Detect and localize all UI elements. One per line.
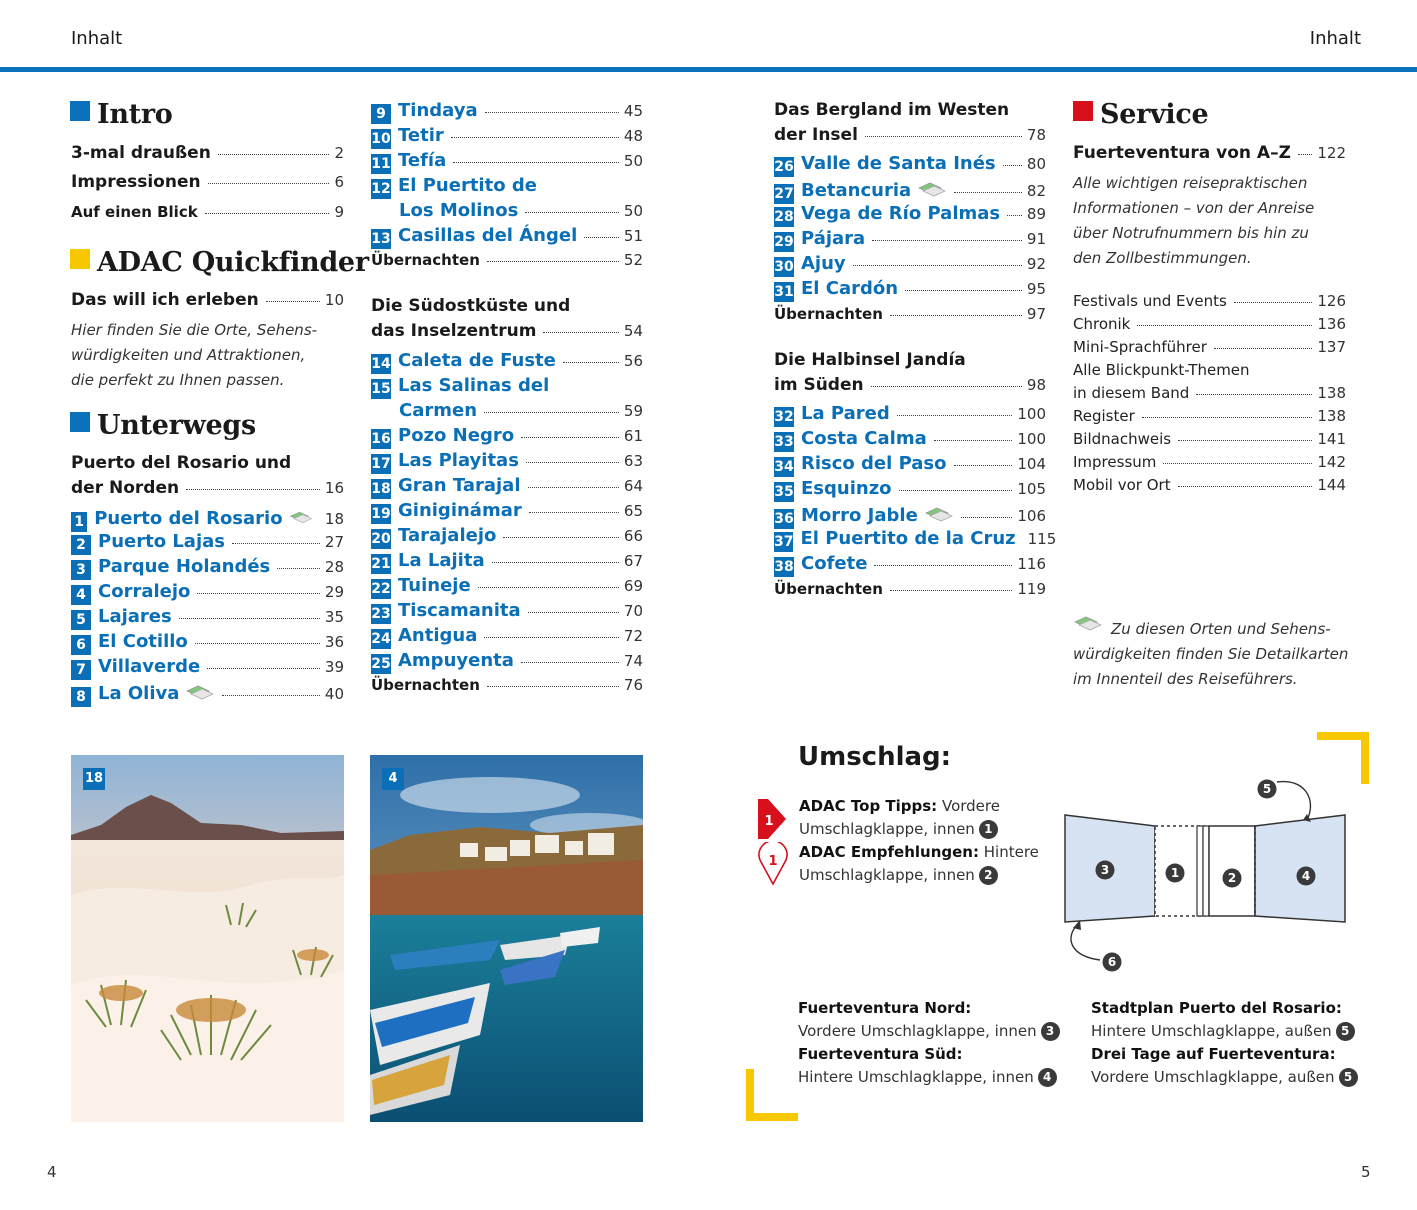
toc-entry-overnight[interactable]: Übernachten 119 <box>774 580 1046 598</box>
place-name: Pájara <box>801 228 866 249</box>
place-name: Tuineje <box>398 575 471 596</box>
page-ref: 50 <box>623 202 643 220</box>
toc-place-entry[interactable] <box>71 681 344 705</box>
svg-text:2: 2 <box>1227 871 1237 885</box>
photo-badge: 18 <box>83 768 105 790</box>
detail-map-icon <box>924 505 954 523</box>
toc-place-entry-continued[interactable] <box>399 200 643 221</box>
svg-text:6: 6 <box>1107 955 1117 969</box>
toc-place-entry[interactable] <box>774 178 1046 202</box>
page-ref: 29 <box>324 583 344 601</box>
toc-place-entry[interactable] <box>371 225 643 247</box>
toc-place-entry[interactable] <box>371 125 643 147</box>
place-name: La Pared <box>801 403 890 424</box>
service-entry[interactable]: Bildnachweis 141 <box>1073 430 1346 448</box>
red-square-icon <box>1073 101 1093 121</box>
place-number: 12 <box>371 181 391 197</box>
page-ref: 27 <box>324 533 344 551</box>
toc-place-entry[interactable] <box>371 625 643 647</box>
place-number: 20 <box>371 531 391 547</box>
section-service-title: Service <box>1073 99 1208 130</box>
place-name: Esquinzo <box>801 478 892 499</box>
place-name: Corralejo <box>98 581 191 602</box>
place-number: 28 <box>774 209 794 225</box>
toc-place-entry[interactable] <box>371 425 643 447</box>
page-number-right: 5 <box>1361 1163 1371 1181</box>
page-number-left: 4 <box>47 1163 57 1181</box>
page-ref: 70 <box>623 602 643 620</box>
quickfinder-description: Hier finden Sie die Orte, Sehens- würdigkeiten und Attraktionen, die perfekt zu Ihnen passen. <box>71 321 318 389</box>
place-name: El Puertito de la Cruz <box>800 528 1016 549</box>
cover-fold-diagram <box>1055 770 1355 980</box>
place-number: 18 <box>371 481 391 497</box>
cover-empfehlungen: ADAC Empfehlungen: Hintere Umschlagklappe, innen 2 <box>799 843 1039 884</box>
page-ref: 80 <box>1026 155 1046 173</box>
blue-square-icon <box>70 101 90 121</box>
page-ref: 61 <box>623 427 643 445</box>
detail-map-icon <box>917 180 947 198</box>
place-name: El Puertito de <box>398 175 537 196</box>
place-number: 7 <box>71 660 91 680</box>
dunes-image <box>71 755 344 1122</box>
place-number: 26 <box>774 159 794 175</box>
svg-text:4: 4 <box>1301 869 1311 883</box>
place-number: 6 <box>71 635 91 655</box>
section-quickfinder-title: ADAC Quickfinder <box>70 247 369 278</box>
toc-place-entry[interactable] <box>71 556 344 578</box>
place-name: Casillas del Ángel <box>398 225 578 246</box>
detail-map-icon <box>1073 614 1103 632</box>
toc-place-entry[interactable] <box>371 650 643 672</box>
place-name: Antigua <box>398 625 478 646</box>
place-name: Puerto del Rosario <box>94 508 283 529</box>
map-note: Zu diesen Orten und Sehens- würdigkeiten finden Sie Detailkarten im Innenteil des Reiseführers. <box>1073 616 1348 692</box>
photo-dunes <box>71 755 344 1122</box>
harbour-image <box>370 755 643 1122</box>
toc-place-entry[interactable] <box>774 278 1046 300</box>
svg-text:3: 3 <box>1100 863 1110 877</box>
toc-entry[interactable]: 3-mal draußen 2 <box>71 143 344 163</box>
place-name: Lajares <box>98 606 172 627</box>
toc-place-entry[interactable] <box>71 506 344 530</box>
place-number: 22 <box>371 581 391 597</box>
page-ref: 91 <box>1026 230 1046 248</box>
place-number: 25 <box>371 656 391 672</box>
cover-maps-left: Fuerteventura Nord: Vordere Umschlagklappe, innen 3 Fuerteventura Süd: Hintere Umschlagklappe, innen 4 <box>798 997 1060 1089</box>
service-description: Alle wichtigen reisepraktischen Informationen – von der Anreise über Notrufnummern bis hin zu den Zollbestimmungen. <box>1073 174 1315 267</box>
place-name: Villaverde <box>98 656 201 677</box>
toc-place-entry-continued[interactable] <box>399 400 643 421</box>
page-ref: 74 <box>623 652 643 670</box>
page-ref: 115 <box>1027 530 1057 548</box>
service-entry[interactable]: Impressum 142 <box>1073 453 1346 471</box>
place-name: Puerto Lajas <box>98 531 225 552</box>
yellow-square-icon <box>70 249 90 269</box>
toc-place-entry[interactable] <box>371 450 643 472</box>
place-name: El Cardón <box>801 278 899 299</box>
page-ref: 65 <box>623 502 643 520</box>
region-heading: Die Südostküste und <box>371 296 571 316</box>
toc-place-entry[interactable] <box>371 550 643 572</box>
place-number: 9 <box>371 104 391 124</box>
place-name: Morro Jable <box>801 505 918 526</box>
toc-entry[interactable]: Impressionen 6 <box>71 172 344 192</box>
place-name: Valle de Santa Inés <box>801 153 996 174</box>
toc-place-entry[interactable] <box>371 500 643 522</box>
region-heading: Die Halbinsel Jandía <box>774 350 966 370</box>
page-ref: 18 <box>324 510 344 528</box>
place-number: 27 <box>774 186 794 202</box>
place-name: Costa Calma <box>801 428 927 449</box>
photo-harbour <box>370 755 643 1122</box>
page-ref: 92 <box>1026 255 1046 273</box>
place-number: 19 <box>371 506 391 522</box>
svg-text:1: 1 <box>764 814 774 829</box>
toc-place-entry[interactable] <box>774 478 1046 500</box>
service-entry[interactable]: Chronik 136 <box>1073 315 1346 333</box>
place-name: Tiscamanita <box>398 600 521 621</box>
service-entry-label: Alle Blickpunkt-Themen <box>1073 361 1250 379</box>
place-name: Tefía <box>398 150 447 171</box>
place-number: 31 <box>774 284 794 300</box>
place-name: Parque Holandés <box>98 556 271 577</box>
place-number: 11 <box>371 156 391 172</box>
page-ref: 64 <box>623 477 643 495</box>
toc-place-entry[interactable] <box>774 428 1046 450</box>
place-number: 3 <box>71 560 91 580</box>
place-number: 2 <box>71 535 91 555</box>
place-name: Gran Tarajal <box>398 475 521 496</box>
toc-place-entry[interactable] <box>371 350 643 372</box>
toc-place-entry[interactable] <box>774 453 1046 475</box>
place-number: 1 <box>71 512 87 532</box>
header-rule <box>0 67 1417 72</box>
blue-square-icon <box>70 412 90 432</box>
toc-entry[interactable]: das Inselzentrum 54 <box>371 321 643 341</box>
page-ref: 50 <box>623 152 643 170</box>
page-ref: 89 <box>1026 205 1046 223</box>
region-heading: Das Bergland im Westen <box>774 100 1010 120</box>
toc-place-entry[interactable] <box>371 150 643 172</box>
place-number: 34 <box>774 459 794 475</box>
toc-entry[interactable]: im Süden 98 <box>774 375 1046 395</box>
place-name: Pozo Negro <box>398 425 515 446</box>
top-tipps-arrow-icon <box>754 795 790 843</box>
toc-entry[interactable]: der Norden 16 <box>71 478 344 498</box>
page-ref: 48 <box>623 127 643 145</box>
place-name: Las Salinas del <box>398 375 550 396</box>
place-name: Las Playitas <box>398 450 519 471</box>
place-name: Cofete <box>801 553 868 574</box>
place-number: 14 <box>371 356 391 372</box>
place-number: 16 <box>371 431 391 447</box>
place-number: 17 <box>371 456 391 472</box>
detail-map-icon <box>289 508 313 526</box>
place-number: 23 <box>371 606 391 622</box>
place-name: Ampuyenta <box>398 650 514 671</box>
page-ref: 51 <box>623 227 643 245</box>
empfehlungen-pin-icon <box>756 842 790 886</box>
place-number: 10 <box>371 131 391 147</box>
toc-place-entry[interactable] <box>774 228 1046 250</box>
place-number: 5 <box>71 610 91 630</box>
page-ref: 116 <box>1017 555 1046 573</box>
section-unterwegs-title: Unterwegs <box>70 410 256 441</box>
page-ref: 36 <box>324 633 344 651</box>
toc-place-entry[interactable] <box>371 525 643 547</box>
toc-entry[interactable]: der Insel 78 <box>774 125 1046 145</box>
toc-entry[interactable]: Auf einen Blick 9 <box>71 203 344 221</box>
page-ref: 106 <box>1017 507 1046 525</box>
toc-entry[interactable]: Das will ich erleben 10 <box>71 290 344 310</box>
cover-top-tipps: ADAC Top Tipps: Vordere Umschlagklappe, innen 1 <box>799 797 1000 838</box>
toc-place-entry[interactable] <box>774 153 1046 175</box>
service-entry[interactable]: Mini-Sprachführer 137 <box>1073 338 1346 356</box>
toc-place-entry[interactable] <box>774 503 1046 527</box>
place-number: 24 <box>371 631 391 647</box>
place-name: Tarajalejo <box>398 525 497 546</box>
place-number: 15 <box>371 381 391 397</box>
place-name: Carmen <box>399 400 478 421</box>
service-entry[interactable]: in diesem Band 138 <box>1073 384 1346 402</box>
toc-place-entry[interactable] <box>371 475 643 497</box>
photo-badge: 4 <box>382 768 404 790</box>
place-number: 29 <box>774 234 794 250</box>
service-entry[interactable]: Mobil vor Ort 144 <box>1073 476 1346 494</box>
page-ref: 63 <box>623 452 643 470</box>
place-name: Los Molinos <box>399 200 519 221</box>
place-number: 8 <box>71 687 91 707</box>
page-ref: 72 <box>623 627 643 645</box>
page-ref: 39 <box>324 658 344 676</box>
page-ref: 67 <box>623 552 643 570</box>
place-name: La Lajita <box>398 550 485 571</box>
toc-place-entry[interactable] <box>774 528 1057 550</box>
toc-place-entry[interactable] <box>774 203 1046 225</box>
place-number: 32 <box>774 409 794 425</box>
service-entry[interactable]: Register 138 <box>1073 407 1346 425</box>
place-name: Tindaya <box>398 100 478 121</box>
toc-place-entry[interactable] <box>774 553 1046 575</box>
toc-place-entry[interactable] <box>774 403 1046 425</box>
toc-place-entry[interactable] <box>371 600 643 622</box>
service-entry[interactable]: Festivals und Events 126 <box>1073 292 1346 310</box>
place-number: 38 <box>774 559 794 575</box>
toc-place-entry[interactable] <box>71 581 344 603</box>
place-number: 35 <box>774 484 794 500</box>
page-ref: 45 <box>623 102 643 120</box>
place-name: La Oliva <box>98 683 180 704</box>
toc-entry[interactable]: Fuerteventura von A–Z 122 <box>1073 143 1346 163</box>
page-ref: 95 <box>1026 280 1046 298</box>
toc-place-entry[interactable] <box>71 656 344 678</box>
running-header-right: Inhalt <box>1309 28 1361 49</box>
place-number: 30 <box>774 259 794 275</box>
detail-map-icon <box>185 683 215 701</box>
page-ref: 59 <box>623 402 643 420</box>
toc-place-entry[interactable] <box>371 375 643 397</box>
running-header-left: Inhalt <box>71 28 123 49</box>
toc-place-entry[interactable] <box>371 575 643 597</box>
page-ref: 28 <box>324 558 344 576</box>
toc-place-entry[interactable] <box>774 253 1046 275</box>
place-number: 21 <box>371 556 391 572</box>
place-name: El Cotillo <box>98 631 188 652</box>
svg-text:1: 1 <box>768 854 778 869</box>
svg-text:5: 5 <box>1262 782 1272 796</box>
page-ref: 105 <box>1017 480 1046 498</box>
yellow-corner-frame <box>746 1069 798 1121</box>
svg-text:1: 1 <box>1170 866 1180 880</box>
page-ref: 69 <box>623 577 643 595</box>
page-ref: 35 <box>324 608 344 626</box>
place-name: Caleta de Fuste <box>398 350 556 371</box>
page-ref: 66 <box>623 527 643 545</box>
place-name: Tetir <box>398 125 444 146</box>
place-name: Vega de Río Palmas <box>801 203 1001 224</box>
toc-place-entry[interactable] <box>71 631 344 653</box>
region-heading: Puerto del Rosario und <box>71 453 292 473</box>
page-ref: 56 <box>623 352 643 370</box>
cover-title: Umschlag: <box>798 742 952 772</box>
place-number: 4 <box>71 585 91 605</box>
page-ref: 40 <box>324 685 344 703</box>
toc-place-entry[interactable] <box>371 100 643 122</box>
toc-place-entry[interactable] <box>71 606 344 628</box>
toc-entry-overnight[interactable]: Übernachten 97 <box>774 305 1046 323</box>
place-name: Risco del Paso <box>801 453 947 474</box>
page-ref: 100 <box>1017 405 1046 423</box>
place-number: 13 <box>371 231 391 247</box>
toc-entry-overnight[interactable]: Übernachten 76 <box>371 676 643 694</box>
place-name: Betancuria <box>801 180 912 201</box>
toc-place-entry[interactable] <box>371 175 643 197</box>
place-number: 36 <box>774 511 794 527</box>
page-ref: 104 <box>1017 455 1046 473</box>
section-intro-title: Intro <box>70 99 172 130</box>
place-number: 33 <box>774 434 794 450</box>
page-ref: 100 <box>1017 430 1046 448</box>
toc-place-entry[interactable] <box>71 531 344 553</box>
toc-entry-overnight[interactable]: Übernachten 52 <box>371 251 643 269</box>
place-name: Ajuy <box>801 253 846 274</box>
place-number: 37 <box>774 534 794 550</box>
cover-maps-right: Stadtplan Puerto del Rosario: Hintere Umschlagklappe, außen 5 Drei Tage auf Fuerteventura: Vordere Umschlagklappe, außen 5 <box>1091 997 1358 1089</box>
page-ref: 82 <box>1026 182 1046 200</box>
place-name: Giniginámar <box>398 500 522 521</box>
